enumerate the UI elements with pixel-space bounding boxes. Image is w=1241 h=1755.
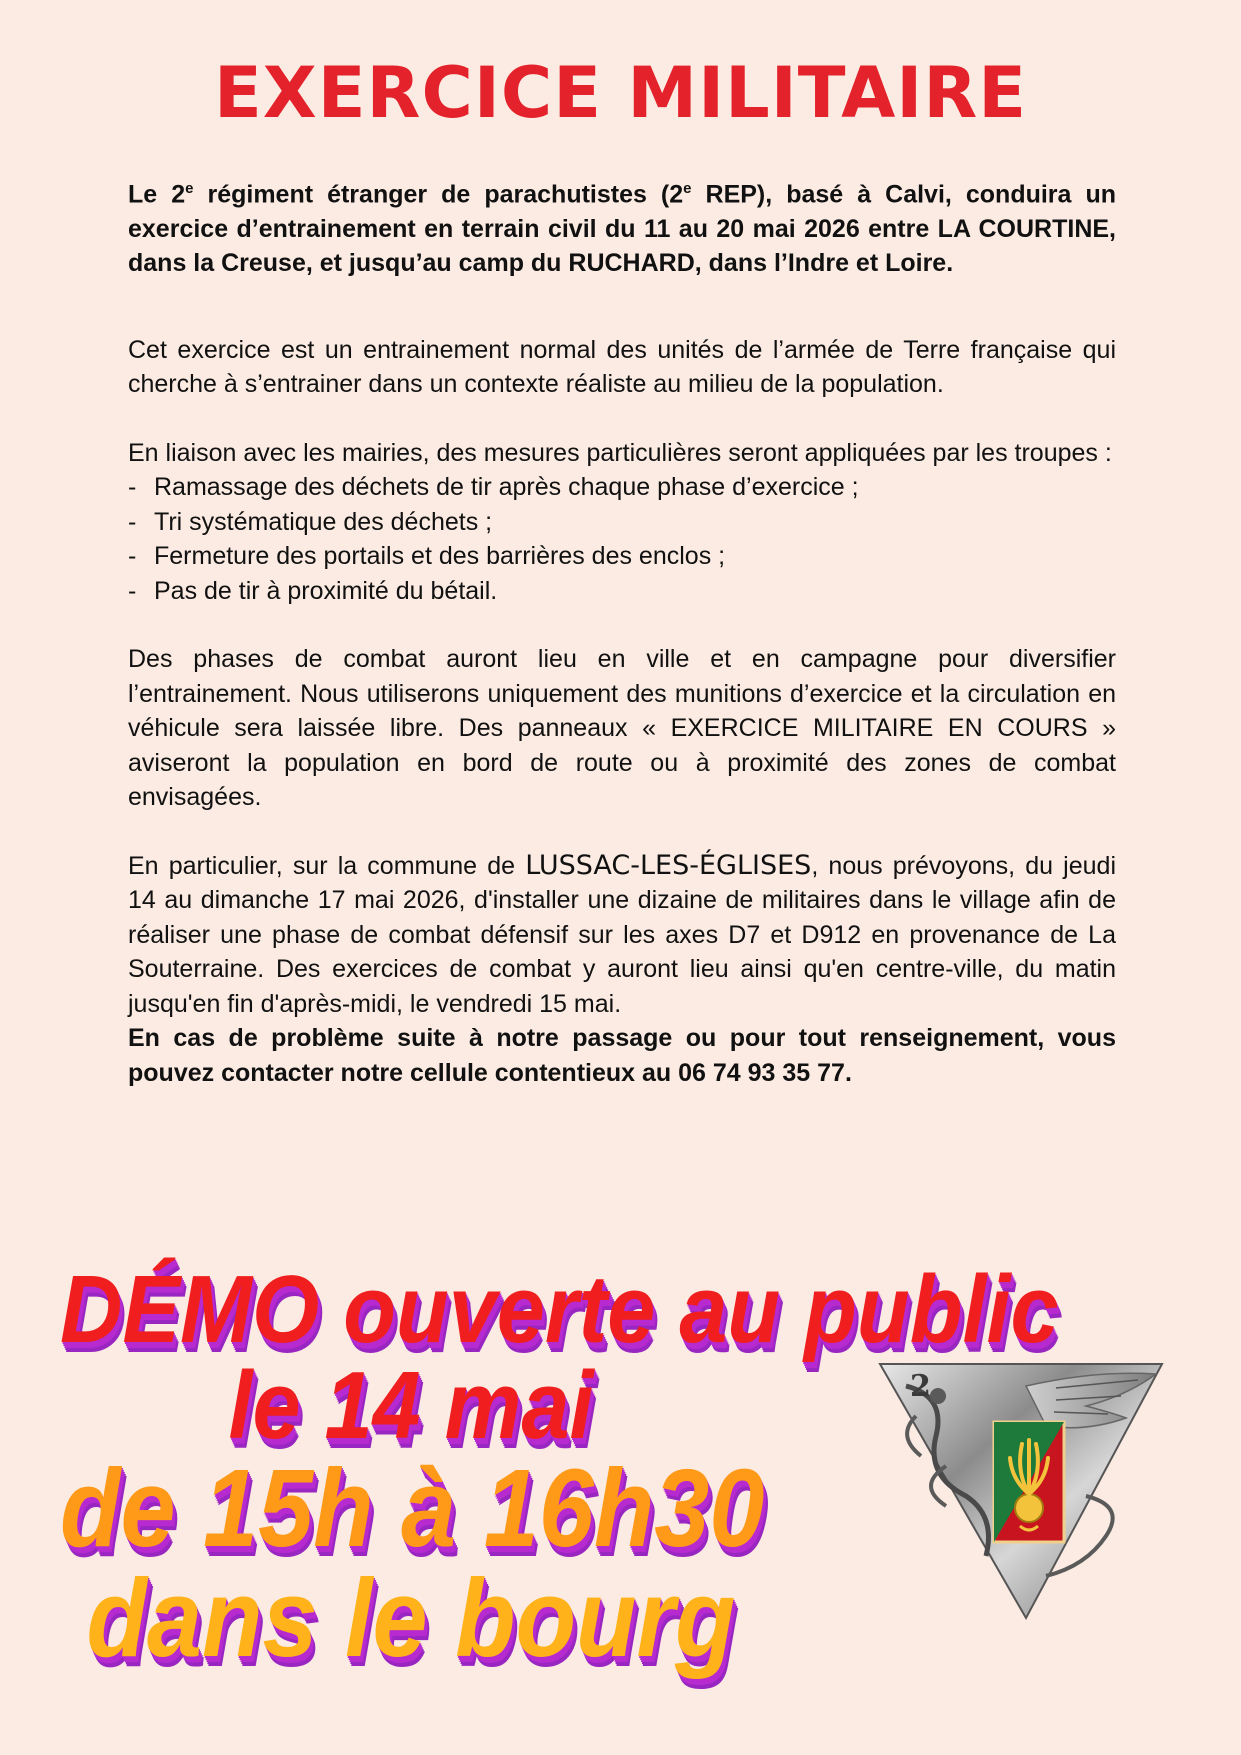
intro-sup2: e bbox=[683, 180, 692, 197]
list-item: - Tri systématique des déchets ; bbox=[128, 505, 1116, 540]
notice-body bbox=[128, 172, 1116, 1090]
2e-rep-insignia-icon bbox=[876, 1356, 1166, 1626]
demo-line-2: le 14 mai bbox=[228, 1352, 594, 1459]
intro-part2: régiment étranger de parachutistes (2 bbox=[193, 180, 684, 209]
demo-line-4: dans le bourg bbox=[86, 1557, 736, 1680]
measures-intro-paragraph: En liaison avec les mairies, des mesures particulières seront appliquées par les troupes : bbox=[128, 438, 1112, 467]
contact-paragraph: En cas de problème suite à notre passage ou pour tout renseignement, vous pouvez contacter notre cellule contentieux au 06 74 93 35 77. bbox=[128, 1024, 1116, 1087]
intro-sup1: e bbox=[185, 180, 194, 197]
commune-rest: , nous prévoyons, du jeudi 14 au dimanche 17 mai 2026, d'installer une dizaine de militaires dans le village afin de réaliser une phase de combat défensif sur les axes D7 et D912 en provenance de La Souterraine. Des exercices de combat y auront lieu ainsi qu'en centre-ville, du matin jusqu'en fin d'après-midi, le vendredi 15 mai. bbox=[128, 851, 1116, 1018]
list-item: - Pas de tir à proximité du bétail. bbox=[128, 574, 1116, 609]
page-title: EXERCICE MILITAIRE bbox=[213, 52, 1028, 134]
demo-announcement bbox=[60, 1256, 1059, 1680]
list-item: - Fermeture des portails et des barrières des enclos ; bbox=[128, 539, 1116, 574]
commune-prefix: En particulier, sur la commune de bbox=[128, 851, 526, 880]
commune-name: LUSSAC-LES-ÉGLISES bbox=[525, 849, 812, 881]
combat-phases-paragraph: Des phases de combat auront lieu en ville et en campagne pour diversifier l’entrainement. Nous utiliserons uniquement des munitions d’exercice et la circulation en véhicule sera laissée libre. Des panneaux « EXERCICE MILITAIRE EN COURS » aviseront la population en bord de route ou à proximité des zones de combat envisagées. bbox=[128, 645, 1116, 812]
demo-line-3: de 15h à 16h30 bbox=[60, 1447, 765, 1570]
commune-paragraph bbox=[128, 849, 1116, 1022]
demo-line-1: DÉMO ouverte au public bbox=[60, 1256, 1059, 1363]
intro-part1: Le 2 bbox=[128, 180, 186, 209]
measures-list bbox=[128, 470, 1116, 608]
intro-paragraph bbox=[128, 172, 1116, 281]
insignia-numeral: 2 bbox=[910, 1369, 931, 1404]
intro-part3: REP), basé à Calvi, conduira un exercice d’entrainement en terrain civil du 11 au 20 mai 2026 entre LA COURTINE, dans la Creuse, et jusqu’au camp du RUCHARD, dans l’Indre et Loire. bbox=[128, 180, 1117, 278]
exercise-description-paragraph: Cet exercice est un entrainement normal des unités de l’armée de Terre française qui cherche à s’entrainer dans un contexte réaliste au milieu de la population. bbox=[128, 335, 1116, 399]
list-item: - Ramassage des déchets de tir après chaque phase d’exercice ; bbox=[128, 470, 1116, 505]
